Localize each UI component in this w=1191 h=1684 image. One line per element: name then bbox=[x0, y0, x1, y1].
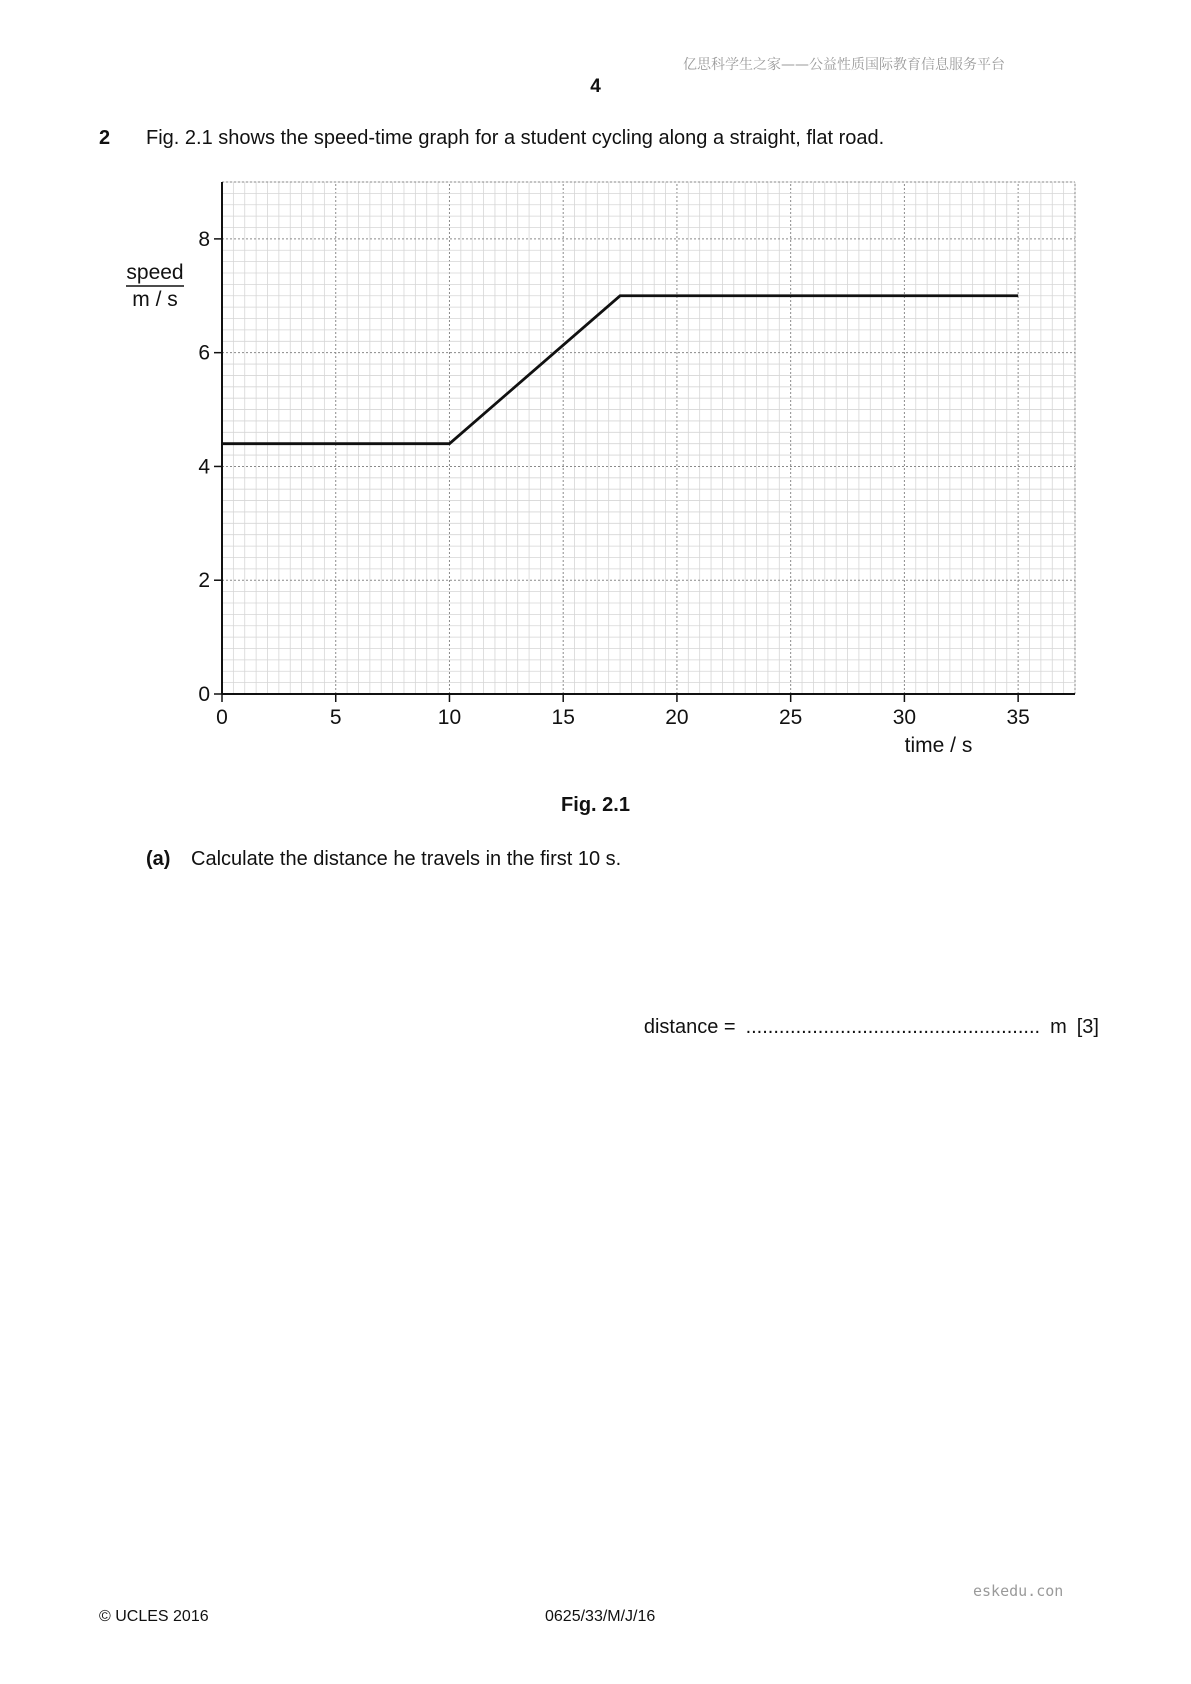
x-tick-label: 5 bbox=[329, 706, 342, 729]
y-axis-title-bottom: m / s bbox=[132, 288, 178, 311]
x-tick-label: 20 bbox=[665, 706, 689, 729]
watermark-top: 亿思科学生之家——公益性质国际教育信息服务平台 bbox=[683, 57, 1005, 73]
x-tick-label: 0 bbox=[216, 706, 228, 729]
y-tick-label: 8 bbox=[198, 227, 210, 251]
x-axis-title: time / s bbox=[904, 734, 973, 757]
question-text: Fig. 2.1 shows the speed-time graph for a student cycling along a straight, flat road. bbox=[146, 127, 885, 149]
answer-unit: m bbox=[1050, 1016, 1067, 1038]
answer-line bbox=[644, 1016, 1099, 1039]
y-axis-title-top: speed bbox=[126, 261, 184, 284]
watermark-bottom: eskedu.con bbox=[973, 1582, 1064, 1600]
x-tick-label: 15 bbox=[551, 706, 575, 729]
x-tick-label: 25 bbox=[778, 706, 803, 729]
part-a-label: (a) bbox=[146, 848, 171, 870]
marks: [3] bbox=[1076, 1016, 1099, 1038]
y-tick-label: 2 bbox=[198, 569, 210, 593]
x-tick-label: 35 bbox=[1006, 706, 1030, 729]
y-tick-label: 0 bbox=[198, 683, 210, 706]
y-tick-label: 4 bbox=[198, 455, 210, 479]
part-a-text: Calculate the distance he travels in the first 10 s. bbox=[191, 848, 622, 870]
x-tick-label: 30 bbox=[892, 706, 917, 729]
speed-time-graph bbox=[110, 170, 1090, 760]
answer-prefix: distance = bbox=[643, 1016, 736, 1038]
figure-caption: Fig. 2.1 bbox=[561, 794, 630, 816]
footer-paper-code: 0625/33/M/J/16 bbox=[545, 1608, 656, 1625]
x-tick-label: 10 bbox=[437, 706, 462, 729]
footer-copyright: © UCLES 2016 bbox=[99, 1608, 209, 1625]
question-number: 2 bbox=[99, 127, 111, 149]
answer-dots: ..................................................... bbox=[745, 1016, 1041, 1038]
page-number: 4 bbox=[590, 76, 601, 97]
y-tick-label: 6 bbox=[198, 341, 210, 365]
